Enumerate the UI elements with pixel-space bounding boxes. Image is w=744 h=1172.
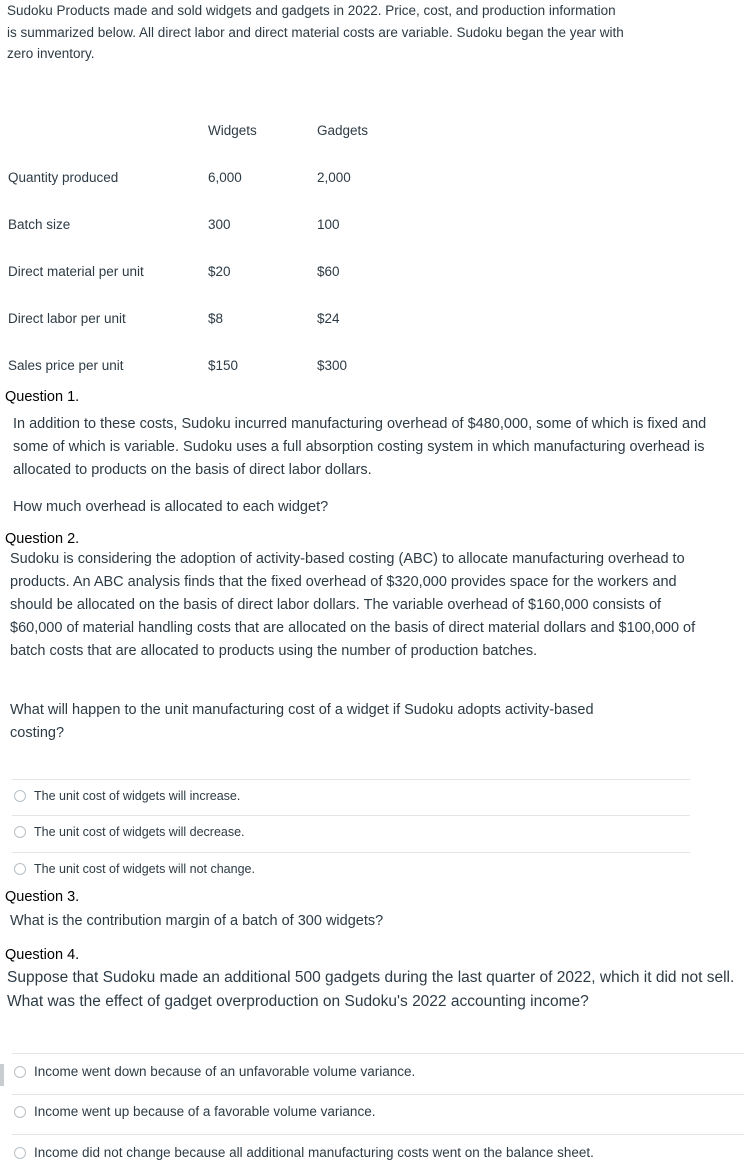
row-label-direct-labor: Direct labor per unit: [8, 311, 126, 326]
divider: [12, 815, 690, 816]
question-2-heading: Question 2.: [5, 531, 80, 547]
question-1-prompt: How much overhead is allocated to each widget?: [13, 499, 329, 515]
divider: [12, 1094, 744, 1095]
table-header-widgets: Widgets: [208, 123, 257, 138]
q2-option-no-change[interactable]: [14, 862, 255, 876]
radio-button-icon[interactable]: [14, 863, 26, 875]
option-label: The unit cost of widgets will not change.: [34, 862, 255, 876]
q4-option-unfavorable-variance[interactable]: [14, 1064, 415, 1079]
row-label-batch-size: Batch size: [8, 217, 71, 232]
q4-option-favorable-variance[interactable]: [14, 1104, 375, 1119]
cell-gadgets-sales-price: $300: [317, 358, 348, 373]
cell-gadgets-batch-size: 100: [317, 217, 340, 232]
option-label: Income went down because of an unfavorable volume variance.: [34, 1064, 416, 1079]
cell-gadgets-direct-material: $60: [317, 264, 340, 279]
divider: [12, 852, 690, 853]
q2-option-decrease[interactable]: [14, 825, 245, 839]
cell-gadgets-direct-labor: $24: [317, 311, 340, 326]
row-label-direct-material: Direct material per unit: [8, 264, 144, 279]
row-label-quantity-produced: Quantity produced: [8, 170, 119, 185]
divider: [12, 1134, 744, 1135]
question-3-text: What is the contribution margin of a batch of 300 widgets?: [10, 913, 384, 929]
cell-widgets-direct-labor: $8: [208, 311, 224, 326]
option-label: The unit cost of widgets will increase.: [34, 789, 241, 803]
cell-widgets-quantity: 6,000: [208, 170, 242, 185]
row-label-sales-price: Sales price per unit: [8, 358, 124, 373]
question-2-prompt: What will happen to the unit manufacturing cost of a widget if Sudoku adopts activity-based costing?: [10, 702, 594, 741]
intro-paragraph: Sudoku Products made and sold widgets and gadgets in 2022. Price, cost, and production information is summarized below. All direct labor and direct material costs are variable. Sudoku began the year with zero inventory.: [7, 3, 624, 61]
question-2-text: Sudoku is considering the adoption of activity-based costing (ABC) to allocate manufacturing overhead to products. An ABC analysis finds that the fixed overhead of $320,000 provides space for the workers and should be allocated on the basis of direct labor dollars. The variable overhead of $160,000 consists of $60,000 of material handling costs that are allocated on the basis of direct material dollars and $100,000 of batch costs that are allocated to products using the number of production batches.: [10, 551, 696, 659]
question-4-heading: Question 4.: [5, 947, 80, 963]
question-1-heading: Question 1.: [5, 389, 80, 405]
cell-gadgets-quantity: 2,000: [317, 170, 351, 185]
cell-widgets-direct-material: $20: [208, 264, 231, 279]
question-4-text: Suppose that Sudoku made an additional 500 gadgets during the last quarter of 2022, which it did not sell. What was the effect of gadget overproduction on Sudoku's 2022 accounting income?: [7, 969, 735, 1010]
option-label: Income went up because of a favorable volume variance.: [34, 1104, 376, 1119]
radio-button-icon[interactable]: [14, 790, 26, 802]
divider: [12, 1053, 744, 1054]
radio-button-icon[interactable]: [14, 1066, 26, 1078]
cell-widgets-batch-size: 300: [208, 217, 231, 232]
q2-option-increase[interactable]: [14, 789, 240, 803]
divider: [12, 779, 690, 780]
radio-button-icon[interactable]: [14, 1147, 26, 1159]
q4-option-no-change[interactable]: [14, 1145, 594, 1160]
table-header-gadgets: Gadgets: [317, 123, 369, 138]
radio-button-icon[interactable]: [14, 1106, 26, 1118]
selection-indicator: [0, 1064, 4, 1086]
question-3-heading: Question 3.: [5, 889, 80, 905]
radio-button-icon[interactable]: [14, 826, 26, 838]
option-label: The unit cost of widgets will decrease.: [34, 825, 245, 839]
question-1-text: In addition to these costs, Sudoku incurred manufacturing overhead of $480,000, some of which is fixed and some of which is variable. Sudoku uses a full absorption costing system in which manufacturing overhead is allocated to products on the basis of direct labor dollars.: [13, 416, 707, 478]
option-label: Income did not change because all additional manufacturing costs went on the balance sheet.: [34, 1145, 594, 1160]
cell-widgets-sales-price: $150: [208, 358, 239, 373]
